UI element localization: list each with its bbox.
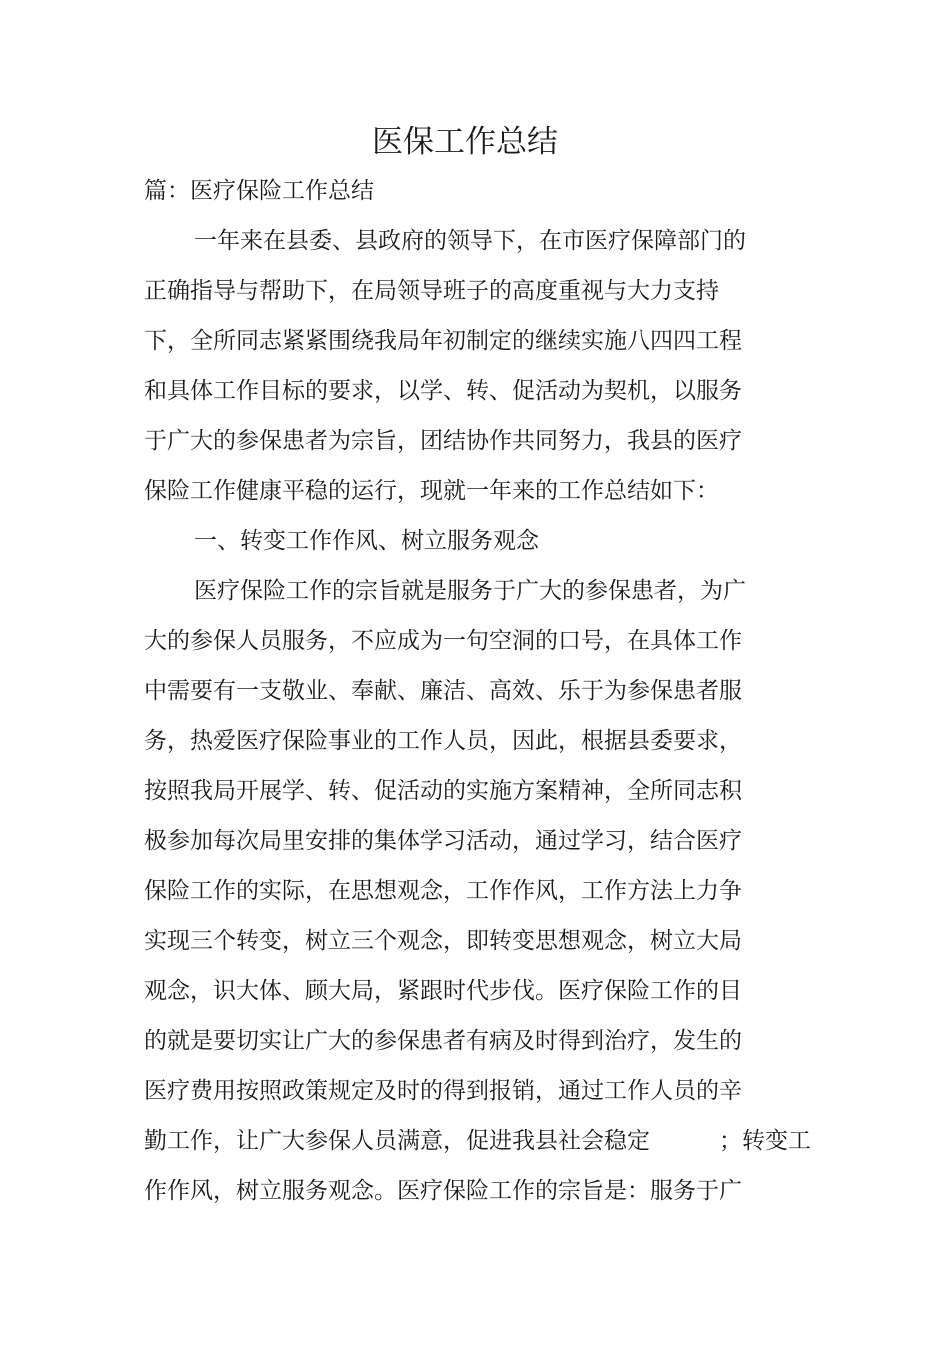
paragraph-line: 和具体工作目标的要求，以学、转、促活动为契机，以服务	[144, 378, 742, 404]
paragraph-line: 一年来在县委、县政府的领导下，在市医疗保障部门的	[194, 228, 746, 254]
subsection-heading: 一、转变工作作风、树立服务观念	[194, 528, 539, 554]
paragraph-line: 观念，识大体、顾大局，紧跟时代步伐。医疗保险工作的目	[144, 978, 742, 1004]
paragraph-line: 勤工作，让广大参保人员满意，促进我县社会稳定 ；转变工	[144, 1128, 811, 1154]
paragraph-line: 大的参保人员服务，不应成为一句空洞的口号，在具体工作	[144, 628, 742, 654]
paragraph-line: 实现三个转变，树立三个观念，即转变思想观念，树立大局	[144, 928, 742, 954]
paragraph-line: 作作风，树立服务观念。医疗保险工作的宗旨是：服务于广	[144, 1178, 742, 1204]
paragraph-line: 医疗保险工作的宗旨就是服务于广大的参保患者，为广	[194, 578, 746, 604]
paragraph-line: 务，热爱医疗保险事业的工作人员，因此，根据县委要求，	[144, 728, 742, 754]
paragraph-line: 于广大的参保患者为宗旨，团结协作共同努力，我县的医疗	[144, 428, 742, 454]
paragraph-line: 中需要有一支敬业、奉献、廉洁、高效、乐于为参保患者服	[144, 678, 742, 704]
paragraph-line: 保险工作健康平稳的运行，现就一年来的工作总结如下：	[144, 478, 719, 504]
paragraph-line: 保险工作的实际，在思想观念，工作作风，工作方法上力争	[144, 878, 742, 904]
paragraph-line: 医疗费用按照政策规定及时的得到报销，通过工作人员的辛	[144, 1078, 742, 1104]
document-title: 医保工作总结	[372, 124, 558, 160]
paragraph-line: 的就是要切实让广大的参保患者有病及时得到治疗，发生的	[144, 1028, 742, 1054]
paragraph-line: 极参加每次局里安排的集体学习活动，通过学习，结合医疗	[144, 828, 742, 854]
paragraph-line: 下，全所同志紧紧围绕我局年初制定的继续实施八四四工程	[144, 328, 742, 354]
paragraph-line: 正确指导与帮助下，在局领导班子的高度重视与大力支持	[144, 278, 719, 304]
paragraph-line: 按照我局开展学、转、促活动的实施方案精神，全所同志积	[144, 778, 742, 804]
section-heading: 篇：医疗保险工作总结	[144, 178, 374, 204]
